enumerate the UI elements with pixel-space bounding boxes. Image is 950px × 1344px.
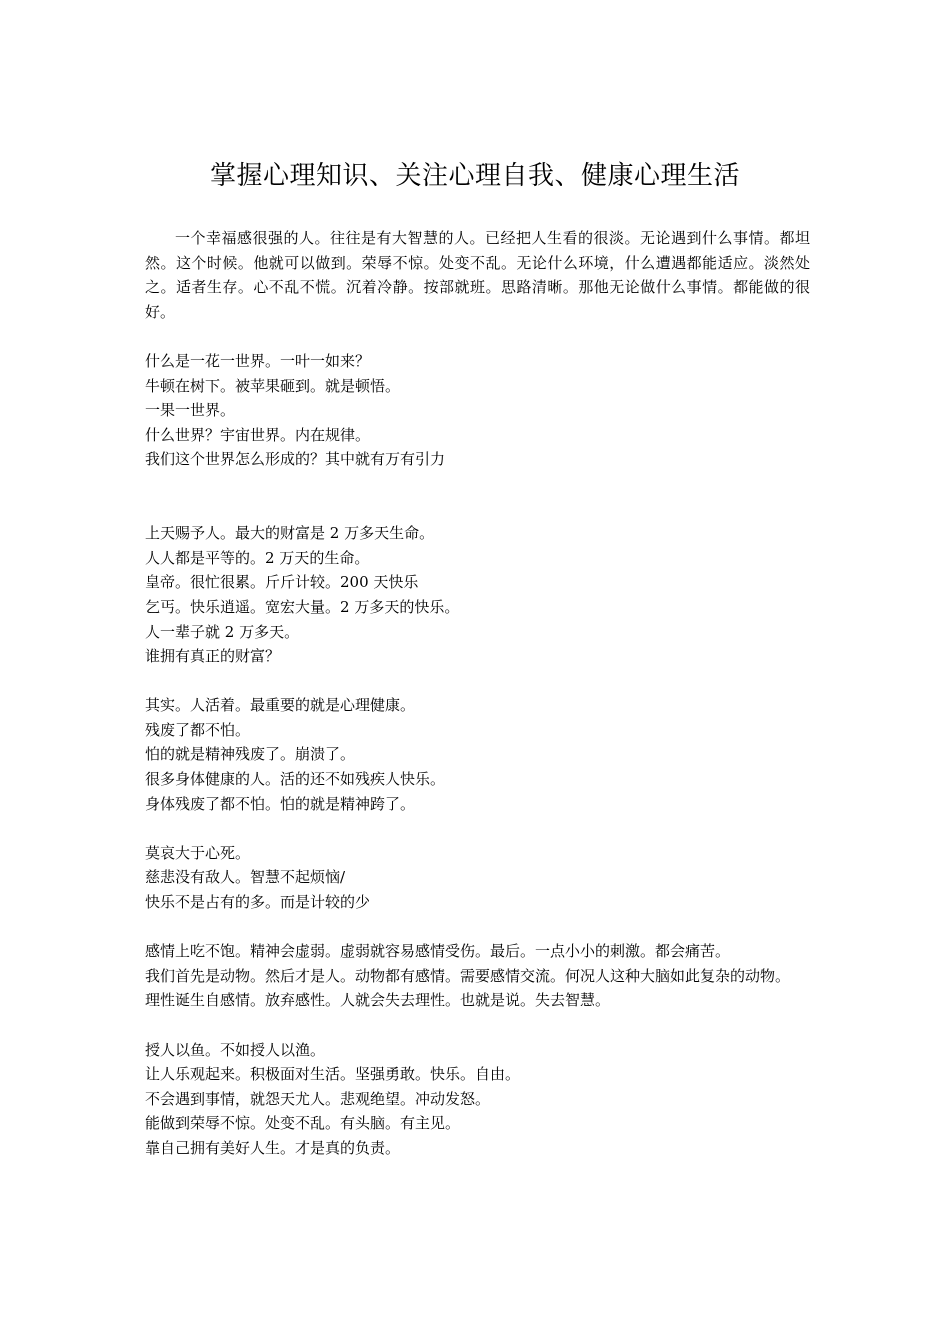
text-line: 什么世界？宇宙世界。内在规律。 — [145, 425, 371, 444]
text-line: 不会遇到事情，就怨天尤人。悲观绝望。冲动发怒。 — [145, 1089, 491, 1108]
section-five — [145, 939, 810, 1013]
text-line: 快乐不是占有的多。而是计较的少 — [145, 893, 371, 912]
spacer — [145, 816, 810, 841]
section-three — [145, 693, 810, 816]
document-body — [145, 226, 810, 1161]
section-four — [145, 841, 810, 915]
document-title: 掌握心理知识、关注心理自我、健康心理生活 — [209, 161, 740, 191]
text-line: 感情上吃不饱。精神会虚弱。虚弱就容易感情受伤。最后。一点小小的刺激。都会痛苦。 — [145, 942, 731, 961]
text-line: 乞丐。快乐逍遥。宽宏大量。2 万多天的快乐。 — [145, 597, 460, 616]
text-line: 牛顿在树下。被苹果砸到。就是顿悟。 — [145, 376, 401, 395]
text-line: 让人乐观起来。积极面对生活。坚强勇敢。快乐。自由。 — [145, 1065, 521, 1084]
text-line: 授人以鱼。不如授人以渔。 — [145, 1040, 326, 1059]
spacer — [145, 324, 810, 349]
text-line: 皇帝。很忙很累。斤斤计较。200 天快乐 — [145, 573, 419, 592]
text-line: 怕的就是精神残废了。崩溃了。 — [145, 745, 356, 764]
text-line: 很多身体健康的人。活的还不如残疾人快乐。 — [145, 770, 446, 789]
spacer — [145, 669, 810, 694]
text-line: 其实。人活着。最重要的就是心理健康。 — [145, 696, 416, 715]
spacer — [145, 1013, 810, 1038]
text-line: 一果一世界。 — [145, 401, 236, 420]
spacer — [145, 472, 810, 521]
text-line: 靠自己拥有美好人生。才是真的负责。 — [145, 1138, 401, 1157]
text-line: 上天赐予人。最大的财富是 2 万多天生命。 — [145, 524, 435, 543]
text-line: 人人都是平等的。2 万天的生命。 — [145, 548, 370, 567]
text-line: 莫哀大于心死。 — [145, 843, 251, 862]
text-line: 人一辈子就 2 万多天。 — [145, 622, 300, 641]
spacer — [145, 915, 810, 940]
text-line: 残废了都不怕。 — [145, 720, 251, 739]
section-two — [145, 521, 810, 669]
text-line: 身体残废了都不怕。怕的就是精神跨了。 — [145, 794, 416, 813]
section-one — [145, 349, 810, 472]
text-line: 慈悲没有敌人。智慧不起烦恼/ — [145, 868, 346, 887]
text-line: 我们这个世界怎么形成的？其中就有万有引力 — [145, 450, 446, 469]
intro-paragraph: 一个幸福感很强的人。往往是有大智慧的人。已经把人生看的很淡。无论遇到什么事情。都坦然。这个时候。他就可以做到。荣辱不惊。处变不乱。无论什么环境，什么遭遇都能适应。淡然处之。适者生存。心不乱不慌。沉着冷静。按部就班。思路清晰。那他无论做什么事情。都能做的很好。 — [145, 229, 810, 321]
text-paragraph: 我们首先是动物。然后才是人。动物都有感情。需要感情交流。何况人这种大脑如此复杂的动物。 — [145, 966, 791, 985]
text-line: 理性诞生自感情。放弃感性。人就会失去理性。也就是说。失去智慧。 — [145, 991, 611, 1010]
section-six — [145, 1038, 810, 1161]
text-line: 什么是一花一世界。一叶一如来？ — [145, 351, 371, 370]
text-line: 能做到荣辱不惊。处变不乱。有头脑。有主见。 — [145, 1114, 461, 1133]
text-line: 谁拥有真正的财富？ — [145, 647, 281, 666]
